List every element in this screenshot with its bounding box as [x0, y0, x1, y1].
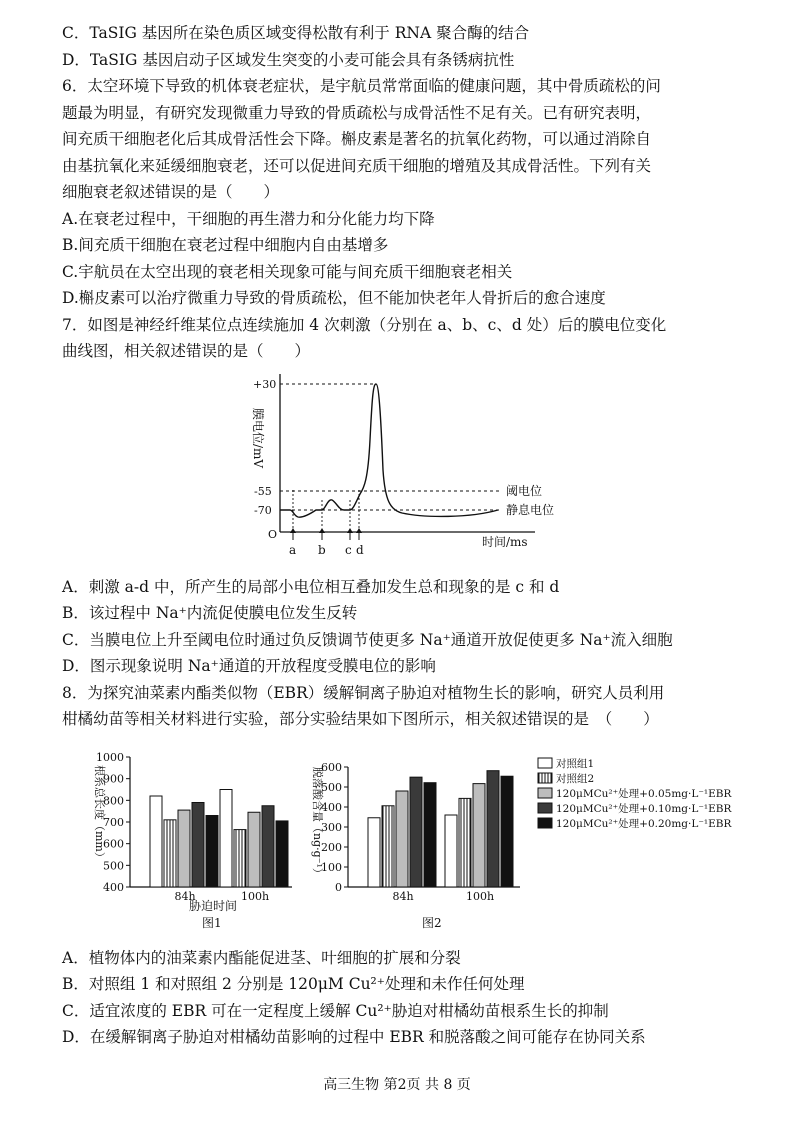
chart-legend [538, 757, 732, 830]
page-footer: 高三生物 第2页 共 8 页 [323, 1077, 471, 1093]
chart-root-length [93, 751, 292, 930]
chart2-ylabel: 脱落酸含量（ng·g⁻¹） [311, 767, 324, 879]
y-tick-label: 100 [321, 861, 342, 874]
question-7-stem: 曲线图，相关叙述错误的是（ ） [62, 342, 311, 360]
legend-label: 120μMCu²⁺处理+0.05mg·L⁻¹EBR [556, 788, 732, 800]
threshold-label: 阈电位 [506, 484, 543, 498]
legend-swatch [538, 803, 552, 813]
option-8b: B．对照组 1 和对照组 2 分别是 120μM Cu²⁺处理和未作任何处理 [62, 975, 525, 993]
bar [396, 791, 408, 887]
option-5d: D．TaSIG 基因启动子区域发生突变的小麦可能会具有条锈病抗性 [62, 51, 515, 69]
y-tick-label: 600 [321, 761, 342, 774]
bar [192, 803, 204, 888]
option-8a: A．植物体内的油菜素内酯能促进茎、叶细胞的扩展和分裂 [62, 949, 461, 967]
x-axis-label: 时间/ms [482, 535, 528, 549]
question-6-stem: 由基抗氧化来延缓细胞衰老，还可以促进间充质干细胞的增殖及其成骨活性。下列有关 [62, 157, 652, 175]
option-8c: C．适宜浓度的 EBR 可在一定程度上缓解 Cu²⁺胁迫对柑橘幼苗根系生长的抑制 [62, 1002, 609, 1020]
y-tick-label: 400 [321, 801, 342, 814]
stimulus-label-a: a [289, 543, 297, 557]
stimulus-arrow-c [347, 528, 353, 540]
bar [206, 816, 218, 888]
stimulus-label-d: d [356, 543, 364, 557]
legend-swatch [538, 773, 552, 783]
bar [164, 820, 176, 887]
stimulus-label-b: b [318, 543, 326, 557]
option-7b: B．该过程中 Na⁺内流促使膜电位发生反转 [62, 604, 358, 622]
option-6b: B.间充质干细胞在衰老过程中细胞内自由基增多 [62, 236, 389, 254]
question-8-stem: 柑橘幼苗等相关材料进行实验，部分实验结果如下图所示，相关叙述错误的是 （ ） [62, 710, 659, 728]
chart-aba [311, 761, 520, 930]
y-tick-label: 900 [103, 772, 124, 786]
x-tick-label: 100h [240, 890, 270, 903]
tick-70: -70 [254, 504, 272, 517]
option-7c: C．当膜电位上升至阈电位时通过负反馈调节使更多 Na⁺通道开放促使更多 Na⁺流入细胞 [62, 631, 673, 649]
stimulus-label-c: c [345, 543, 352, 557]
tick-30: +30 [253, 378, 277, 391]
membrane-curve [280, 384, 498, 517]
question-6-stem: 间充质干细胞老化后其成骨活性会下降。槲皮素是著名的抗氧化药物，可以通过消除自 [62, 130, 652, 148]
option-6c: C.宇航员在太空出现的衰老相关现象可能与间充质干细胞衰老相关 [62, 263, 513, 281]
legend-label: 120μMCu²⁺处理+0.20mg·L⁻¹EBR [556, 818, 732, 830]
chart1-title: 图1 [202, 916, 222, 930]
legend-swatch [538, 758, 552, 768]
chart1-ylabel: 根系总长度（mm） [93, 765, 106, 863]
bar [234, 830, 246, 887]
option-7a: A．刺激 a-d 中，所产生的局部小电位相互叠加发生总和现象的是 c 和 d [62, 578, 560, 596]
y-tick-label: 500 [103, 859, 124, 873]
bar [501, 776, 513, 887]
bar [220, 790, 232, 888]
bar [382, 806, 394, 887]
y-tick-label: 600 [103, 837, 124, 851]
tick-55: -55 [254, 485, 272, 498]
bar [178, 810, 190, 887]
bar [473, 784, 485, 887]
y-tick-label: 500 [321, 781, 342, 794]
y-tick-label: 400 [103, 881, 124, 894]
x-tick-label: 100h [465, 890, 495, 903]
bar-charts-figure [70, 745, 770, 935]
y-tick-label: 0 [335, 881, 342, 894]
bar [459, 798, 471, 887]
bar [248, 812, 260, 887]
option-8d: D．在缓解铜离子胁迫对柑橘幼苗影响的过程中 EBR 和脱落酸之间可能存在协同关系 [62, 1028, 646, 1046]
stimulus-arrow-b [319, 528, 325, 540]
chart2-title: 图2 [422, 916, 442, 930]
bar [424, 783, 436, 887]
bar [487, 771, 499, 887]
bar [368, 818, 380, 887]
y-tick-label: 1000 [96, 751, 124, 764]
bar [445, 815, 457, 887]
bar [276, 821, 288, 887]
y-tick-label: 700 [103, 816, 124, 829]
resting-label: 静息电位 [506, 503, 555, 517]
question-6-stem: 细胞衰老叙述错误的是（ ） [62, 183, 280, 201]
question-7-stem: 7．如图是神经纤维某位点连续施加 4 次刺激（分别在 a、b、c、d 处）后的膜电位变化 [62, 316, 667, 334]
question-8-stem: 8．为探究油菜素内酯类似物（EBR）缓解铜离子胁迫对植物生长的影响，研究人员利用 [62, 684, 665, 702]
y-tick-label: 800 [103, 794, 124, 808]
membrane-potential-figure [240, 370, 580, 570]
question-6-stem: 6．太空环境下导致的机体衰老症状，是宇航员常常面临的健康问题，其中骨质疏松的问 [62, 77, 661, 95]
bar [150, 796, 162, 887]
x-tick-label: 84h [174, 890, 196, 903]
chart1-xlabel: 胁迫时间 [189, 899, 238, 913]
bar [262, 806, 274, 887]
legend-label: 120μMCu²⁺处理+0.10mg·L⁻¹EBR [556, 803, 732, 815]
legend-label: 对照组2 [556, 773, 595, 785]
option-6a: A.在衰老过程中，干细胞的再生潜力和分化能力均下降 [62, 210, 435, 228]
origin-label: O [268, 528, 278, 541]
option-6d: D.槲皮素可以治疗微重力导致的骨质疏松，但不能加快老年人骨折后的愈合速度 [62, 289, 606, 307]
legend-swatch [538, 818, 552, 828]
legend-swatch [538, 788, 552, 798]
y-tick-label: 300 [321, 821, 342, 834]
legend-label: 对照组1 [556, 758, 595, 770]
option-7d: D．图示现象说明 Na⁺通道的开放程度受膜电位的影响 [62, 657, 436, 675]
stimulus-arrow-a [290, 528, 296, 540]
stimulus-arrow-d [356, 528, 362, 540]
bar [410, 777, 422, 887]
option-5c: C．TaSIG 基因所在染色质区域变得松散有利于 RNA 聚合酶的结合 [62, 24, 530, 42]
x-tick-label: 84h [392, 890, 414, 903]
question-6-stem: 题最为明显，有研究发现微重力导致的骨质疏松与成骨活性不足有关。已有研究表明， [62, 104, 652, 122]
y-axis-label: 膜电位/mV [251, 408, 265, 469]
y-tick-label: 200 [321, 841, 342, 854]
